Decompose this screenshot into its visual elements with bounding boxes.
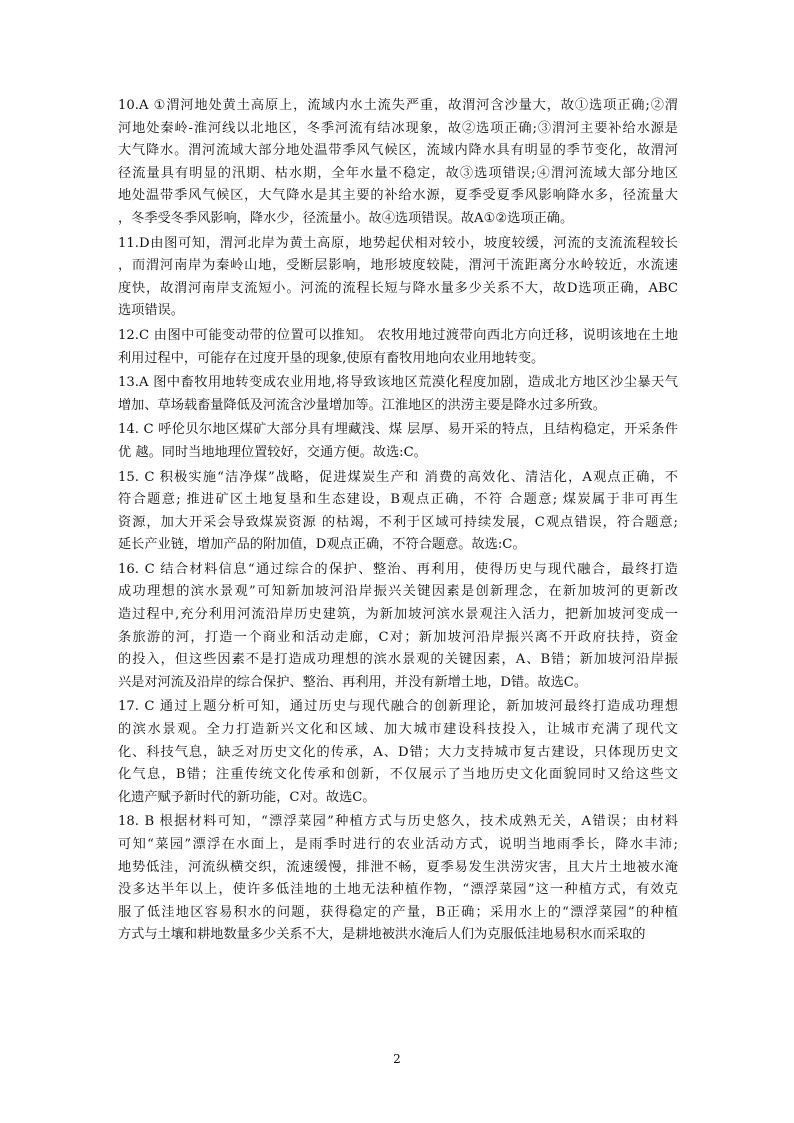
answer-line: 造过程中,充分利用河流沿岸历史建筑，为新加坡河滨水景观注入活力，把新加坡河变成一: [118, 607, 678, 623]
answer-item-11: [118, 233, 678, 323]
answer-line: 化遗产赋予新时代的新功能，C对。故选C。: [118, 789, 376, 805]
answer-line: 16. C 结合材料信息“通过综合的保护、整治、再利用，使得历史与现代融合，最终打造: [118, 561, 678, 577]
answer-item-18: [118, 811, 678, 947]
answer-line: 15. C 积极实施“洁净煤”战略，促进煤炭生产和 消费的高效化、清洁化，A观点正确，不: [118, 469, 678, 485]
answer-line: 符合题意; 推进矿区土地复垦和生态建设，B观点正确，不符 合题意; 煤炭属于非可再生: [118, 492, 678, 508]
answer-line: 条旅游的河，打造一个商业和活动走廊，C对；新加坡河沿岸振兴离不开政府扶持，资金: [118, 629, 678, 645]
answer-line: 10.A ①渭河地处黄土高原上，流域内水土流失严重，故渭河含沙量大，故①选项正确;②渭: [118, 98, 678, 113]
answer-line: 选项错误。: [118, 303, 184, 319]
answer-explanations: [118, 95, 678, 949]
answer-line: 18. B 根据材料可知，“漂浮菜园”种植方式与历史悠久，技术成熟无关，A错误；由材料: [118, 814, 678, 830]
answer-line: 17. C 通过上题分析可知，通过历史与现代融合的创新理论，新加坡河最终打造成功理想: [118, 699, 678, 715]
answer-line: 延长产业链，增加产品的附加值，D观点正确，不符合题意。故选:C。: [118, 537, 526, 553]
answer-line: 13.A 图中畜牧用地转变成农业用地,将导致该地区荒漠化程度加剧，造成北方地区沙尘暴天气: [118, 375, 678, 391]
answer-line: 没多达半年以上，使许多低洼地的土地无法种植作物，“漂浮菜园”这一种植方式，有效克: [118, 882, 678, 898]
answer-line: 地处温带季风气候区，大气降水是其主要的补给水源，夏季受夏季风影响降水多，径流量大: [118, 188, 678, 204]
answer-line: 方式与土壤和耕地数量多少关系不大，是耕地被洪水淹后人们为克服低洼地易积水而采取的: [118, 927, 646, 943]
answer-item-17: [118, 696, 678, 809]
answer-line: 利用过程中，可能存在过度开垦的现象,使原有畜牧用地向农业用地转变。: [118, 350, 545, 366]
answer-line: 服了低洼地区容易积水的问题，获得稳定的产量，B正确；采用水上的“漂浮菜园”的种植: [118, 904, 678, 920]
answer-line: 化气息，B错；注重传统文化传承和创新，不仅展示了当地历史文化面貌同时又给这些文: [118, 767, 678, 783]
answer-line: 11.D由图可知，渭河北岸为黄土高原，地势起伏相对较小，坡度较缓，河流的支流流程较长: [118, 235, 678, 251]
answer-line: 的投入，但这些因素不是打造成功理想的滨水景观的关键因素，A、B错；新加坡河沿岸振: [118, 652, 678, 668]
answer-line: 化、科技气息，缺乏对历史文化的传承，A、D错；大力支持城市复古建设，只体现历史文: [118, 744, 678, 760]
answer-item-14: [118, 419, 678, 464]
answer-line: 增加、草场载畜量降低及河流含沙量增加等。江淮地区的洪涝主要是降水过多所致。: [118, 397, 606, 413]
answer-item-12: [118, 325, 678, 370]
answer-line: 大气降水。渭河流域大部分地处温带季风气候区，流域内降水具有明显的季节变化，故渭河: [118, 143, 678, 159]
answer-line: 资源，加大开采会导致煤炭资源 的枯竭，不利于区域可持续发展，C观点错误，符合题意;: [118, 514, 678, 530]
answer-item-10: [118, 95, 678, 231]
page-number: 2: [393, 1052, 401, 1066]
answer-item-16: [118, 559, 678, 695]
answer-line: ，冬季受冬季风影响，降水少，径流量小。故④选项错误。故A①②选项正确。: [118, 210, 574, 226]
answer-line: 度快，故渭河南岸支流短小。河流的流程长短与降水量多少关系不大，故D选项正确，ABC: [118, 280, 678, 296]
answer-line: 兴是对河流及沿岸的综合保护、整治、再利用，并没有新增土地，D错。故选C。: [118, 674, 588, 690]
answer-line: ，而渭河南岸为秦岭山地，受断层影响，地形坡度较陡，渭河干流距离分水岭较近，水流速: [118, 258, 678, 274]
answer-line: 成功理想的滨水景观”可知新加坡河沿岸振兴关键因素是创新理念，在新加坡河的更新改: [118, 584, 678, 600]
answer-line: 14. C 呼伦贝尔地区煤矿大部分具有埋藏浅、煤 层厚、易开采的特点，且结构稳定，开采条件: [118, 422, 678, 438]
answer-line: 可知“菜园”漂浮在水面上，是雨季时进行的农业活动方式，说明当地雨季长，降水丰沛;: [118, 837, 678, 852]
answer-line: 优 越。同时当地地理位置较好，交通方便。故选:C。: [118, 444, 427, 460]
answer-line: 12.C 由图中可能变动带的位置可以推知。 农牧用地过渡带向西北方向迁移，说明该地在土地: [118, 327, 678, 343]
answer-item-13: [118, 372, 678, 417]
answer-line: 径流量具有明显的汛期、枯水期，全年水量不稳定，故③选项错误;④渭河流域大部分地区: [118, 165, 678, 181]
answer-item-15: [118, 467, 678, 557]
answer-line: 河地处秦岭-淮河线以北地区，冬季河流有结冰现象，故②选项正确;③渭河主要补给水源是: [118, 120, 678, 136]
answer-line: 地势低洼，河流纵横交织，流速缓慢，排泄不畅，夏季易发生洪涝灾害，且大片土地被水淹: [118, 859, 678, 875]
answer-line: 的滨水景观。全力打造新兴文化和区域、加大城市建设科技投入，让城市充满了现代文: [118, 722, 678, 738]
